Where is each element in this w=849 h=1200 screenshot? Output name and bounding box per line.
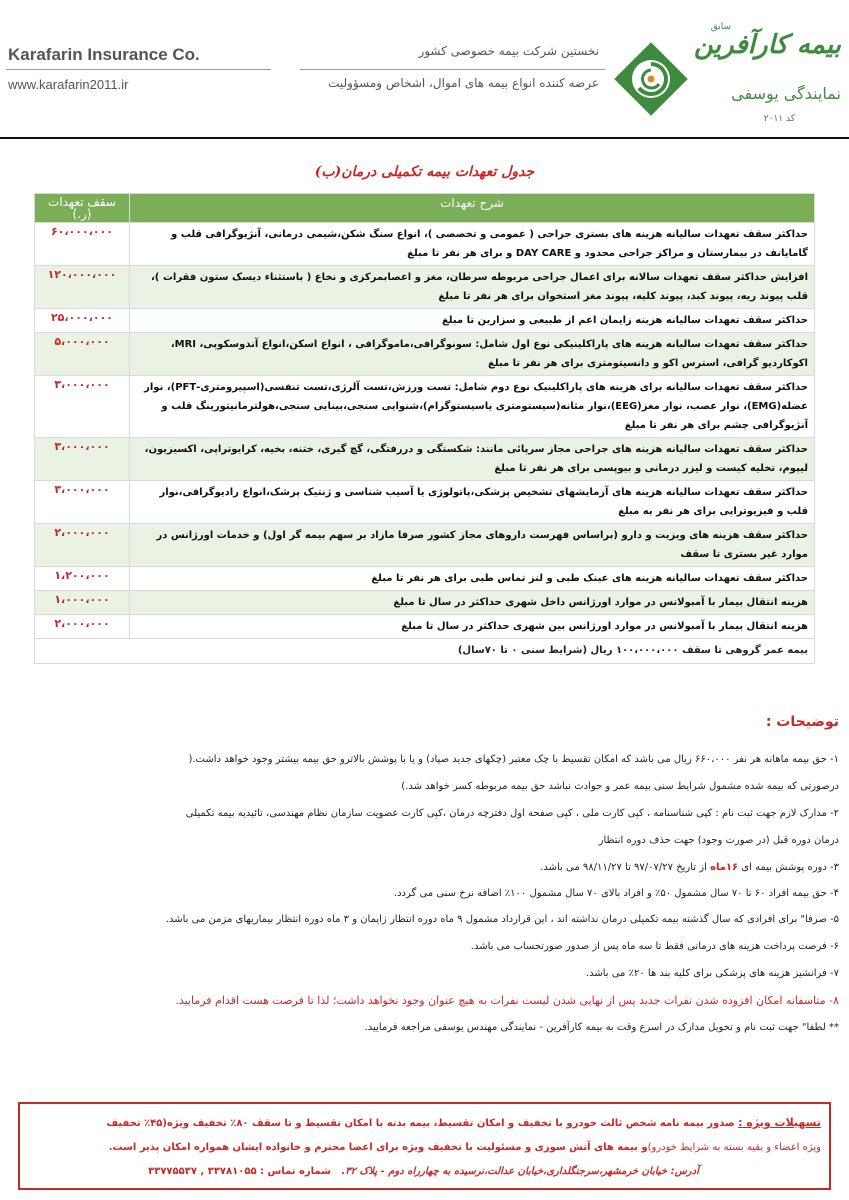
- row-description: حداکثر سقف تعهدات سالیانه برای هزینه های پاراکلینیک نوع دوم شامل: تست ورزش،تست آلرژی،تست تنفسی(اسپیرومتری-PFT)، نوار عضله(EMG)، نوار عصب، نوار مغز(EEG)،نوار مثانه(سیستومتری یاسیستوگرام)،شنوایی سنجی،بینایی سنجی،هولترمانیتورینگ قلب و آنژیوگرافی چشم برای هر نفر تا مبلغ: [130, 376, 815, 438]
- note-3-prefix: ۳- دوره پوشش بیمه ای: [738, 862, 839, 873]
- table-header-row: [35, 194, 815, 223]
- row-amount: ۳،۰۰۰،۰۰۰: [35, 438, 130, 481]
- table-title: جدول تعهدات بیمه تکمیلی درمان(ب): [314, 164, 535, 180]
- table-row: [35, 438, 815, 481]
- row-amount: ۱،۲۰۰،۰۰۰: [35, 567, 130, 591]
- promo-line-1: [26, 1116, 821, 1129]
- note-3-duration: ۱۶ماه: [710, 862, 739, 873]
- row-description: حداکثر سقف تعهدات سالیانه هزینه های عینک طبی و لنز تماس طبی برای هر نفر تا مبلغ: [130, 567, 815, 591]
- karafarin-logo-icon: [612, 40, 690, 118]
- note-4: ۴- حق بیمه افراد ۶۰ تا ۷۰ سال مشمول ۵۰٪ و افراد بالای ۷۰ سال مشمول ۱۰۰٪ اضافه نرخ سنی می گردد.: [393, 888, 839, 899]
- brand-name: بیمه کارآفرین: [694, 30, 841, 60]
- promo-line-2-bold: و بیمه های آتش سوزی و مسئولیت با تخفیف ویژه برای اعضا محترم و خانواده ایشان همواره امکان پذیر است.: [108, 1142, 648, 1153]
- row-description: حداکثر سقف تعهدات سالیانه هزینه های پاراکلینیکی نوع اول شامل: سونوگرافی،ماموگرافی ، انواع اسکن،انواع آندوسکوپی، MRI، اکوکاردیو گرافی، استرس اکو و دانسیتومتری برای هر نفر تا مبلغ: [130, 333, 815, 376]
- special-offers-box: [18, 1102, 831, 1190]
- row-amount: ۶۰،۰۰۰،۰۰۰: [35, 223, 130, 266]
- row-amount: ۱۲۰،۰۰۰،۰۰۰: [35, 266, 130, 309]
- company-tagline: نخستین شرکت بیمه خصوصی کشور: [418, 44, 599, 58]
- notes-title: توضیحات :: [765, 714, 839, 730]
- table-row: [35, 591, 815, 615]
- table-footer-row: [35, 639, 815, 664]
- row-description: حداکثر سقف تعهدات سالیانه هزینه های آزمایشهای تشخیص پزشکی،پاتولوژی یا آسیب شناسی و ژنتیک پزشک،انواع رادیوگرافی،نوار قلب و فیزیوتراپی برای هر نفر به مبلغ: [130, 481, 815, 524]
- row-description: حداکثر سقف هزینه های ویزیت و دارو (براساس فهرست داروهای مجاز کشور صرفا مازاد بر سهم بیمه گر اول) و خدمات اورژانس در موارد غیر بستری تا سقف: [130, 524, 815, 567]
- table-row: [35, 376, 815, 438]
- table-row: [35, 524, 815, 567]
- row-amount: ۵،۰۰۰،۰۰۰: [35, 333, 130, 376]
- company-name-en: Karafarin Insurance Co.: [8, 45, 200, 64]
- table-row: [35, 333, 815, 376]
- brand-since: سابق: [710, 22, 731, 32]
- row-description: افزایش حداکثر سقف تعهدات سالانه برای اعمال جراحی مربوطه سرطان، مغز و اعصابمرکزی و نخاع ( باستثناء دیسک ستون فقرات )، قلب پیوند ریه، پیوند کبد، پیوند کلیه، پیوند مغز استخوان برای هر نفر تا مبلغ: [130, 266, 815, 309]
- row-amount: ۱،۰۰۰،۰۰۰: [35, 591, 130, 615]
- row-description: حداکثر سقف تعهدات سالیانه هزینه های جراحی مجاز سرپائی مانند: شکستگی و دررفتگی، گچ گیری، ختنه، بخیه، کرایوتراپی، اکسیزیون، لیپوم، تخلیه کیست و لیزر درمانی و بیوپسی برای هر نفر تا مبلغ: [130, 438, 815, 481]
- note-6: ۶- فرصت پرداخت هزینه های درمانی فقط تا سه ماه پس از صدور صورتحساب می باشد.: [470, 941, 839, 952]
- row-description: حداکثر سقف تعهدات سالیانه هزینه زایمان اعم از طبیعی و سزارین تا مبلغ: [130, 309, 815, 333]
- row-amount: ۳،۰۰۰،۰۰۰: [35, 376, 130, 438]
- table-row: [35, 481, 815, 524]
- note-1: ۱- حق بیمه ماهانه هر نفر ۶۶۰،۰۰۰ ریال می باشد که امکان تقسیط با چک معتبر (چکهای جدید صیاد) و یا با پوشش بالاترو حق بیمه بیشتر وجود خواهد داشت.(: [188, 754, 839, 765]
- agency-code: کد ۲۰۱۱: [763, 114, 795, 124]
- header-bottom-rule: [0, 137, 849, 139]
- row-amount: ۲،۰۰۰،۰۰۰: [35, 524, 130, 567]
- note-final: ** لطفا" جهت ثبت نام و تحویل مدارک در اسرع وقت به بیمه کارآفرین - نمایندگی مهندس یوسفی مراجعه فرمایید.: [364, 1022, 839, 1033]
- note-7: ۷- فرانشیز هزینه های پزشکی برای کلیه بند ها ۲۰٪ می باشد.: [585, 968, 839, 979]
- row-amount: ۲،۰۰۰،۰۰۰: [35, 615, 130, 639]
- table-row: [35, 266, 815, 309]
- note-2-cont: درمان دوره قبل (در صورت وجود) جهت حذف دوره انتظار: [598, 835, 839, 846]
- coverage-table: [34, 193, 815, 664]
- note-5: ۵- صرفا" برای افرادی که سال گذشته بیمه تکمیلی درمان نداشته اند ، این قرارداد مشمول ۹ ماه دوره انتظار زایمان و ۳ ماه دوره انتظار بیماریهای مزمن می باشد.: [165, 914, 839, 925]
- table-row: [35, 615, 815, 639]
- promo-heading: تسهیلات ویژه :: [738, 1116, 821, 1129]
- note-2: ۲- مدارک لازم جهت ثبت نام : کپی شناسنامه ، کپی کارت ملی ، کپی صفحه اول دفترچه درمان ،کپی کارت عضویت سازمان نظام مهندسی، تائیدیه بیمه تکمیلی: [185, 808, 839, 819]
- promo-line-2: [26, 1142, 821, 1153]
- table-row: [35, 309, 815, 333]
- note-1-cont: درصورتی که بیمه شده مشمول شرایط سنی بیمه عمر و حوادث نباشد حق بیمه مربوطه کسر خواهد شد.): [401, 781, 839, 792]
- website-link[interactable]: www.karafarin2011.ir: [8, 77, 129, 92]
- promo-line-2-plain: ویژه اعضاء و بقیه بسته به شرایط خودرو): [647, 1142, 821, 1153]
- header-description: شرح تعهدات: [130, 194, 815, 223]
- header-divider-left: [6, 69, 271, 70]
- header-cap: سقف تعهدات (ر.): [35, 194, 130, 223]
- note-8-warning: ۸- متاسفانه امکان افزوده شدن نفرات جدید پس از نهایی شدن لیست نفرات به هیچ عنوان وجود نخواهد داشت؛ لذا تا فرصت هست اقدام فرمایید.: [175, 994, 839, 1007]
- row-description: هزینه انتقال بیمار با آمبولانس در موارد اورژانس بین شهری حداکثر در سال تا مبلغ: [130, 615, 815, 639]
- office-address: آدرس: خیابان خرمشهر،سرجنگلداری،خیابان عدالت،نرسیده به چهارراه دوم - پلاک ۳۲.: [341, 1166, 699, 1177]
- phone-numbers[interactable]: شماره تماس : ۳۳۷۸۱۰۵۵ , ۳۳۷۷۵۵۳۷: [148, 1166, 331, 1177]
- note-3-suffix: از تاریخ ۹۷/۰۷/۲۷ تا ۹۸/۱۱/۲۷ می باشد.: [540, 862, 711, 873]
- row-amount: ۲۵،۰۰۰،۰۰۰: [35, 309, 130, 333]
- table-row: [35, 223, 815, 266]
- company-services: عرضه کننده انواع بیمه های اموال، اشخاص ومسؤولیت: [328, 76, 599, 90]
- agency-name: نمایندگی یوسفی: [731, 84, 841, 103]
- life-insurance-note: بیمه عمر گروهی تا سقف ۱۰۰،۰۰۰،۰۰۰ ریال (شرایط سنی ۰ تا ۷۰سال): [35, 639, 815, 664]
- note-3: [19, 862, 839, 873]
- row-amount: ۳،۰۰۰،۰۰۰: [35, 481, 130, 524]
- promo-line-1-text: صدور بیمه نامه شخص ثالث خودرو با تخفیف و امکان تقسیط، بیمه بدنه با امکان تقسیط و تا سقف ۸۰٪ تخفیف ویژه(۴۵٪ تخفیف: [106, 1118, 739, 1129]
- letterhead: [0, 0, 849, 137]
- row-description: هزینه انتقال بیمار با آمبولانس در موارد اورژانس داخل شهری حداکثر در سال تا مبلغ: [130, 591, 815, 615]
- row-description: حداکثر سقف تعهدات سالیانه هزینه های بستری جراحی ( عمومی و تخصصی )، انواع سنگ شکن،شیمی درمانی، آنژیوگرافی قلب و گامایانف در بیمارستان و مراکز جراحی محدود و DAY CARE و برای هر نفر تا مبلغ: [130, 223, 815, 266]
- header-divider-middle: [300, 69, 605, 70]
- promo-contact: [26, 1166, 821, 1177]
- table-row: [35, 567, 815, 591]
